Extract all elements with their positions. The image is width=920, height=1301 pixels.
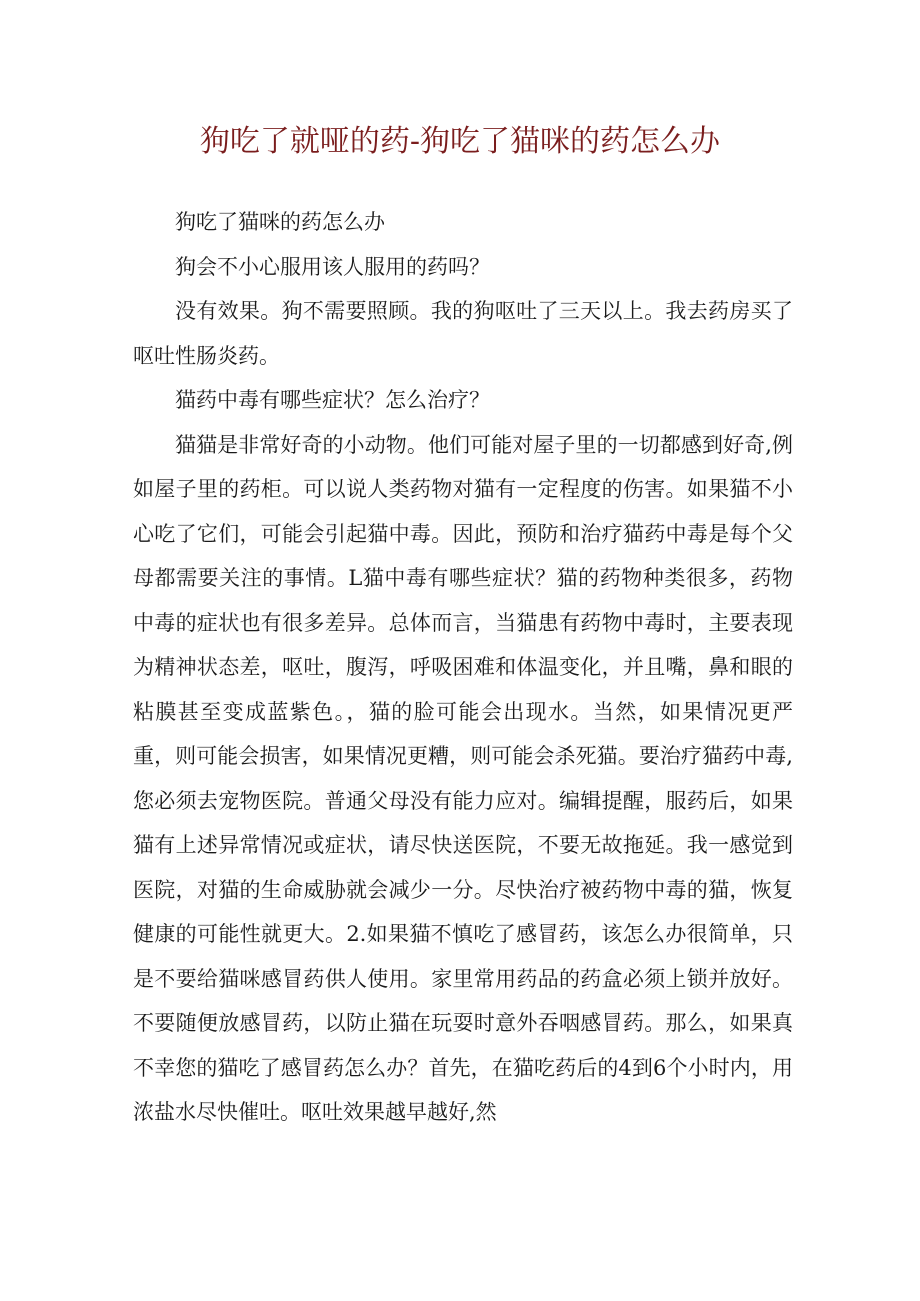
- document-title: 狗吃了就哑的药-狗吃了猫咪的药怎么办: [199, 124, 721, 159]
- paragraph: 没有效果。狗不需要照顾。我的狗呕吐了三天以上。我去药房买了呕吐性肠炎药。: [133, 299, 793, 368]
- paragraph: 狗会不小心服用该人服用的药吗？: [175, 254, 490, 279]
- paragraph: 猫药中毒有哪些症状？怎么治疗？: [175, 388, 490, 412]
- paragraph: 狗吃了猫咪的药怎么办: [175, 210, 385, 234]
- document-body: [133, 200, 793, 1135]
- paragraph: 猫猫是非常好奇的小动物。他们可能对屋子里的一切都感到好奇,例如屋子里的药柜。可以说人类药物对猫有一定程度的伤害。如果猫不小心吃了它们，可能会引起猫中毒。因此，预防和治疗猫药中毒是每个父母都需要关注的事情。L猫中毒有哪些症状？猫的药物种类很多，药物中毒的症状也有很多差异。总体而言，当猫患有药物中毒时，主要表现为精神状态差，呕吐，腹泻，呼吸困难和体温变化，并且嘴，鼻和眼的粘膜甚至变成蓝紫色。，猫的脸可能会出现水。当然，如果情况更严重，则可能会损害，如果情况更糟，则可能会杀死猫。要治疗猫药中毒,您必须去宠物医院。普通父母没有能力应对。编辑提醒，服药后，如果猫有上述异常情况或症状，请尽快送医院，不要无故拖延。我一感觉到医院，对猫的生命威胁就会减少一分。尽快治疗被药物中毒的猫，恢复健康的可能性就更大。2.如果猫不慎吃了感冒药，该怎么办很简单，只是不要给猫咪感冒药供人使用。家里常用药品的药盒必须上锁并放好。不要随便放感冒药，以防止猫在玩耍时意外吞咽感冒药。那么，如果真不幸您的猫吃了感冒药怎么办？首先，在猫吃药后的4到6个小时内，用浓盐水尽快催吐。呕吐效果越早越好,然: [133, 432, 793, 1124]
